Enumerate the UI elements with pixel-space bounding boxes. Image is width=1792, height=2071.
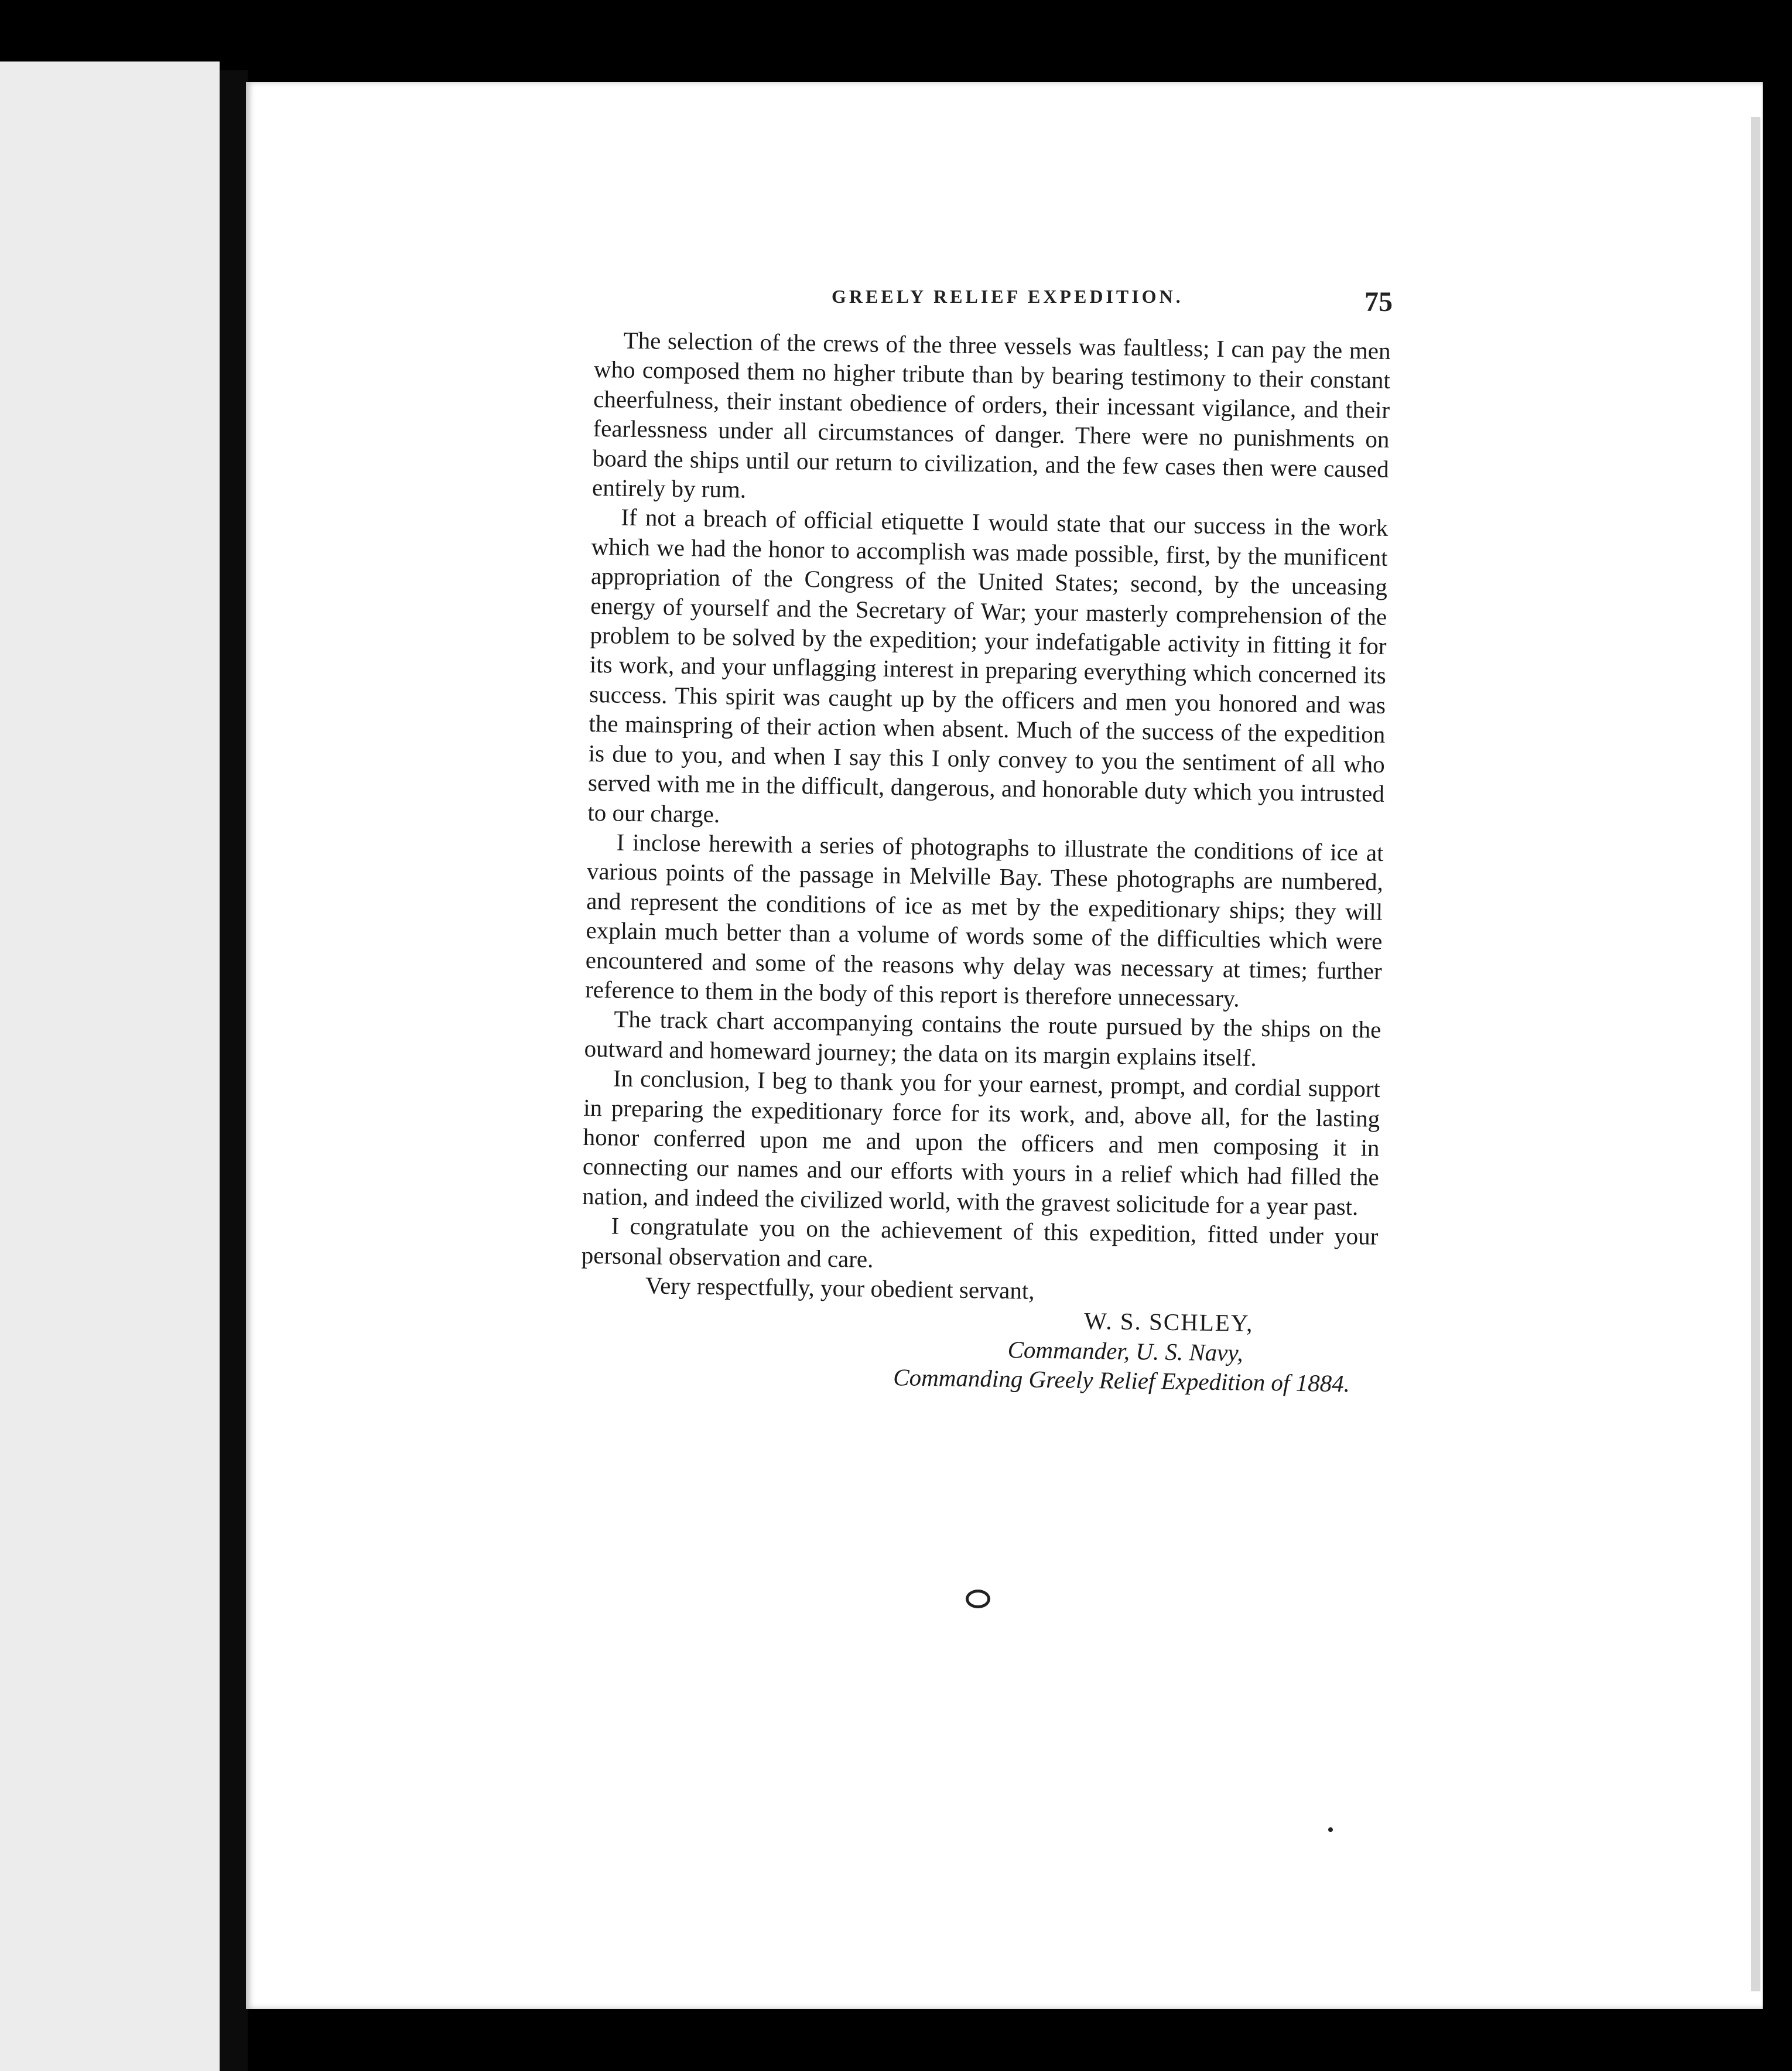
closing-salutation: Very respectfully, your obedient servant,	[645, 1272, 1035, 1304]
running-head: GREELY RELIEF EXPEDITION.	[832, 286, 1184, 307]
signature-command: Commanding Greely Relief Expedition of 1884.	[893, 1363, 1350, 1397]
page-edge	[1751, 117, 1760, 1991]
paragraph-crews: The selection of the crews of the three vessels was faultless; I can pay the men who composed them no higher tribute than by bearing testimony to their constant cheerfulness, their instant obedience of orders, their incessant vigilance, and their fearlessness under all circumstances of danger. There were no punishments on board the ships until our return to civilization, and the few cases then were caused entirely by rum.	[591, 326, 1391, 503]
paragraph-photographs: I inclose herewith a series of photographs to illustrate the conditions of ice at various points of the passage in Melville Bay. These photographs are numbered, and represent the conditions of ice as met by the expeditionary ships; they will explain much better than a volume of words some of the difficulties which were encountered and some of the reasons why delay was necessary at times; further reference to them in the body of this report is therefore unnecessary.	[584, 828, 1384, 1012]
paragraph-track-chart: The track chart accompanying contains the route pursued by the ships on the outward and homeward journey; the data on its margin explains itself.	[584, 1005, 1381, 1071]
end-ornament	[966, 1590, 990, 1608]
paragraph-conclusion: In conclusion, I beg to thank you for your earnest, prompt, and cordial support in preparing the expeditionary force for its work, and, above all, for the lasting honor conferred upon me and upon the officers and men composing it in connecting our names and our efforts with yours in a relief which had filled the nation, and indeed the civilized world, with the gravest solicitude for a year past.	[582, 1064, 1381, 1221]
paragraph-success: If not a breach of official etiquette I would state that our success in the work which we had the honor to accomplish was made possible, first, by the munificent appropriation of the Congress of the United States; second, by the unceasing energy of yourself and the Secretary of War; your masterly comprehension of the problem to be solved by the expedition; your indefatigable activity in fitting it for its work, and your unflagging interest in preparing everything which concerned its success. This spirit was caught up by the officers and men you honored and was the mainspring of their action when absent. Much of the success of the expedition is due to you, and when I say this I only convey to you the sentiment of all who served with me in the difficult, dangerous, and honorable duty which you intrusted to our charge.	[587, 504, 1389, 828]
paragraph-congratulation: I congratulate you on the achievement of this expedition, fitted under your personal observation and care.	[581, 1212, 1379, 1273]
book-spine	[220, 70, 248, 2071]
dust-speck	[1328, 1827, 1333, 1832]
left-page	[0, 61, 220, 2071]
page-number: 75	[1364, 286, 1393, 317]
letter-body	[580, 325, 1391, 1399]
signature-name: W. S. SCHLEY,	[1084, 1307, 1254, 1337]
signature-title: Commander, U. S. Navy,	[1007, 1335, 1243, 1366]
